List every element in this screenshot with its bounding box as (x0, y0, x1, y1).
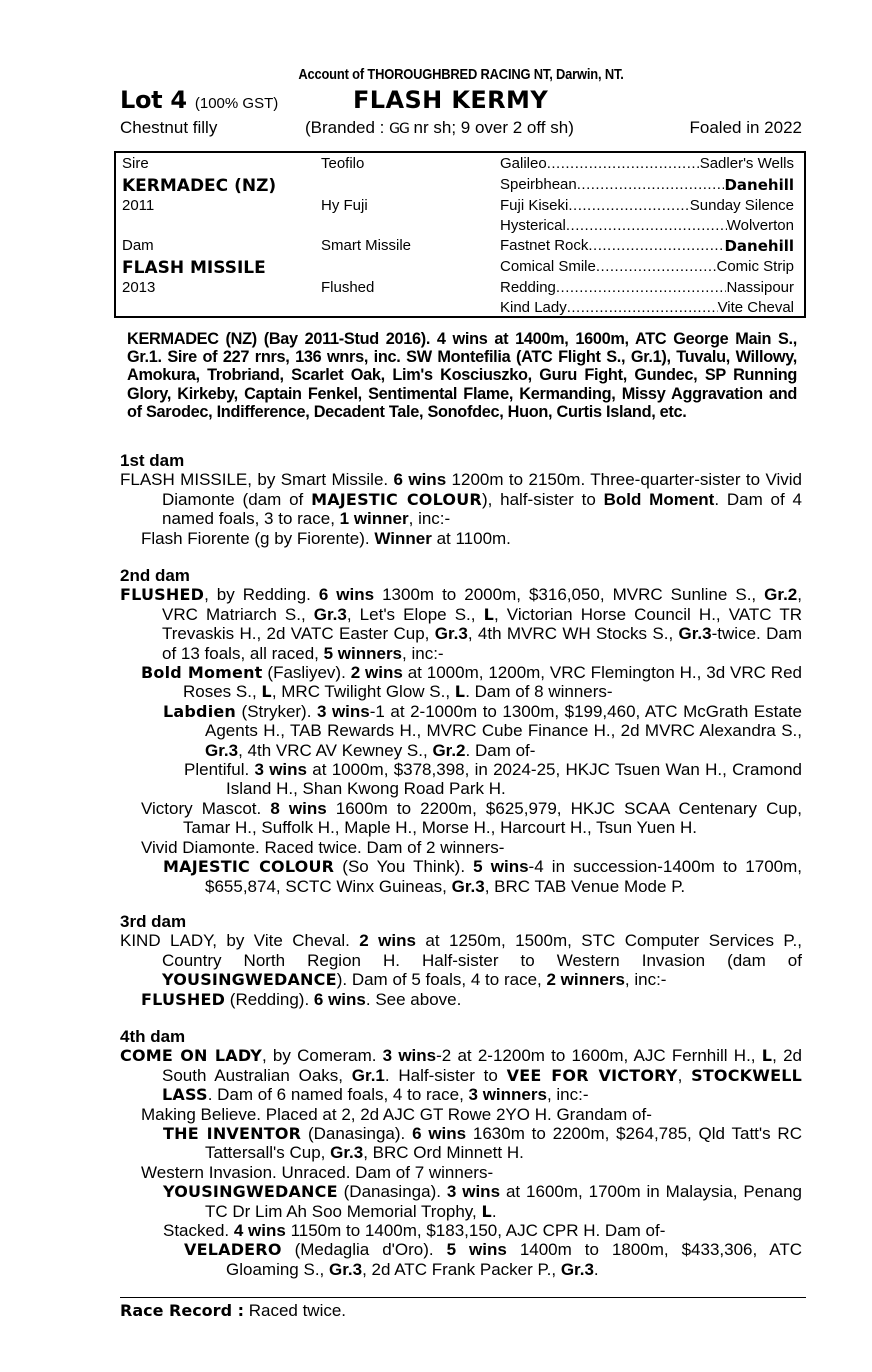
horse-name-emphasis: L (761, 1046, 773, 1066)
text-run: , inc:- (402, 643, 444, 663)
gen3-name: Speirbhean (500, 176, 577, 193)
text-run: 1150m to 1400m, $183,150, AJC CPR H. Dam of- (285, 1221, 666, 1241)
text-run: , 4th MVRC WH Stocks S., (467, 624, 679, 644)
dam-dam: Flushed (321, 279, 375, 296)
pedigree-table (114, 151, 806, 318)
text-run: . Dam of 8 winners- (465, 682, 613, 702)
horse-name-emphasis: MAJESTIC COLOUR (311, 489, 482, 509)
horse-name-emphasis: YOUSINGWEDANCE (162, 970, 337, 990)
progeny-paragraph (120, 702, 802, 760)
text-run: (Fasliyev). (262, 663, 351, 683)
gen3-row (500, 299, 794, 316)
text-run: 1400m to 1800m, $433,306, ATC Gloaming S., (226, 1240, 802, 1279)
progeny-paragraph (120, 529, 802, 548)
text-run: (Medaglia d'Oro). (281, 1240, 447, 1260)
brand-prefix: (Branded : (305, 118, 390, 137)
horse-name-emphasis: Labdien (163, 701, 237, 721)
sire-year: 2011 (122, 197, 155, 214)
emphasis: Gr.2 (764, 585, 798, 605)
horse-name-emphasis: L (454, 682, 466, 702)
brand-mark-icon: GG (389, 121, 409, 137)
foaled-year: Foaled in 2022 (689, 118, 802, 137)
brand-suffix: nr sh; 9 over 2 off sh) (408, 118, 574, 137)
emphasis: Gr.3 (330, 1143, 364, 1163)
text-run: , by Comeram. (262, 1046, 383, 1066)
text-run: Flash Fiorente (g by Fiorente). (141, 528, 375, 548)
sire-dam: Hy Fuji (321, 197, 368, 214)
leader-dots (596, 258, 717, 275)
gen3-row (500, 176, 794, 194)
gen3-sire: Sunday Silence (689, 197, 794, 214)
text-run: . Dam of 6 named foals, 4 to race, (207, 1085, 469, 1105)
emphasis: Gr.3 (313, 604, 347, 624)
text-run: , inc:- (624, 970, 667, 990)
dam-paragraph (120, 470, 802, 528)
emphasis: Gr.3 (451, 876, 485, 896)
emphasis: 3 wins (316, 701, 370, 721)
text-run: ). Dam of 5 foals, 4 to race, (336, 970, 547, 990)
text-run: (Stryker). (236, 701, 317, 721)
leader-dots (577, 176, 725, 194)
text-run: -2 at 2-1200m to 1600m, AJC Fernhill H., (436, 1046, 762, 1066)
text-run: Making Believe. Placed at 2, 2d AJC GT Rowe 2YO H. Grandam of- (141, 1104, 652, 1124)
text-run: Vivid Diamonte. Raced twice. Dam of 2 winners- (141, 837, 505, 857)
emphasis: 3 winners (468, 1085, 547, 1105)
leader-dots (588, 237, 724, 255)
horse-name-emphasis: YOUSINGWEDANCE (163, 1182, 338, 1202)
emphasis: 6 wins (313, 989, 366, 1009)
gen3-sire: Vite Cheval (717, 299, 794, 316)
horse-name-emphasis: FLUSHED (141, 989, 226, 1009)
emphasis: Gr.3 (434, 624, 468, 644)
brand-info (305, 118, 574, 138)
text-run: 1600m to 2200m, $625,979, HKJC SCAA Centenary Cup, Tamar H., Suffolk H., Maple H., Morse H., Harcourt H., Tsun Yuen H. (183, 798, 802, 838)
text-run: , by Redding. (204, 585, 319, 605)
gen3-row (500, 237, 794, 255)
gen3-name: Galileo (500, 155, 547, 172)
horse-description (120, 118, 802, 140)
gen3-name: Hysterical (500, 217, 566, 234)
emphasis: Gr.1 (351, 1065, 385, 1085)
text-run: (So You Think). (334, 857, 474, 877)
leader-dots (556, 279, 727, 296)
text-run: at 1000m, 1200m, VRC Flemington H., 3d VRC Red Roses S., (183, 663, 802, 702)
horse-name-emphasis: MAJESTIC COLOUR (163, 857, 335, 877)
horse-name-emphasis: FLUSHED (120, 585, 205, 605)
horse-name-emphasis: COME ON LADY (120, 1046, 262, 1066)
emphasis: 2 winners (546, 970, 625, 990)
horse-name-emphasis: STOCKWELL LASS (162, 1065, 803, 1105)
text-run: at 1250m, 1500m, STC Computer Services P., Country North Region H. Half-sister to Western Invasion (dam of (162, 931, 802, 970)
emphasis: Gr.3 (678, 624, 712, 644)
emphasis: 6 wins (318, 585, 375, 605)
race-record-label: Race Record : (120, 1301, 244, 1320)
sire-summary: KERMADEC (NZ) (Bay 2011-Stud 2016). 4 wins at 1400m, 1600m, ATC George Main S., Gr.1. Sire of 227 rnrs, 136 wnrs, inc. SW Montefilia (ATC Flight S., Gr.1), Tuvalu, Willowy, Amokura, Trobriand, Scarlet Oak, Lim's Kosciuszko, Guru Fight, Gundec, SP Running Glory, Kirkeby, Captain Fenkel, Sentimental Flame, Kermanding, Missy Aggravation and of Sarodec, Indifference, Decadent Tale, Sonofdec, Huon, Curtis Island, etc. (127, 330, 797, 421)
text-run: ), half-sister to (481, 489, 604, 509)
horse-name-emphasis: THE INVENTOR (163, 1124, 302, 1144)
text-run: . See above. (365, 989, 462, 1009)
fourth-dam-section (120, 1027, 802, 1279)
gen3-sire: Wolverton (726, 217, 794, 234)
progeny-paragraph (120, 1124, 802, 1163)
gen3-row (500, 217, 794, 234)
emphasis: 2 wins (350, 663, 403, 683)
text-run: , BRC Ord Minnett H. (363, 1143, 524, 1163)
progeny-paragraph (120, 1221, 802, 1240)
progeny-paragraph (120, 1163, 802, 1182)
text-run: 1200m to 2150m. Three-quarter-sister to Vivid Diamonte (dam of (162, 470, 802, 509)
text-run: Stacked. (163, 1221, 234, 1241)
text-run: 1300m to 2000m, $316,050, MVRC Sunline S., (374, 585, 765, 605)
progeny-paragraph (120, 1105, 802, 1124)
sire-label: Sire (122, 155, 149, 172)
text-run: . (491, 1201, 497, 1221)
progeny-paragraph (120, 663, 802, 702)
text-run: Plentiful. (184, 760, 255, 780)
leader-dots (568, 197, 689, 214)
vendor-account: Account of THOROUGHBRED RACING NT, Darwin, NT. (298, 66, 624, 83)
horse-name-emphasis: VELADERO (184, 1240, 282, 1260)
text-run: Victory Mascot. (141, 798, 271, 818)
progeny-paragraph (120, 838, 802, 857)
text-run: , Let's Elope S., (346, 604, 484, 624)
progeny-paragraph (120, 990, 802, 1009)
progeny-paragraph (120, 760, 802, 799)
gen3-name: Kind Lady (500, 299, 567, 316)
emphasis: 5 wins (473, 857, 529, 877)
gen3-sire: Danehill (724, 176, 794, 194)
text-run: . Dam of- (465, 740, 536, 760)
text-run: , inc:- (546, 1085, 589, 1105)
text-run: , 2d ATC Frank Packer P., (362, 1259, 561, 1279)
text-run: at 1100m. (431, 528, 511, 548)
dam-sire: Smart Missile (321, 237, 412, 254)
text-run: (Danasinga). (337, 1182, 447, 1202)
text-run: 1630m to 2200m, $264,785, Qld Tatt's RC Tattersall's Cup, (205, 1124, 802, 1163)
dam-name: FLASH MISSILE (122, 258, 266, 278)
emphasis: Gr.2 (432, 740, 466, 760)
horse-name-emphasis: L (483, 604, 494, 624)
text-run: , inc:- (408, 509, 451, 529)
emphasis: 3 wins (382, 1046, 437, 1066)
gen3-name: Fastnet Rock (500, 237, 589, 254)
progeny-paragraph (120, 1240, 802, 1279)
lot-number (120, 86, 278, 114)
section-title: 4th dam (120, 1027, 186, 1046)
emphasis: 5 wins (446, 1240, 507, 1260)
dam-paragraph (120, 1046, 802, 1104)
progeny-paragraph (120, 799, 802, 838)
dam-year: 2013 (122, 279, 156, 296)
sire-name: KERMADEC (NZ) (122, 176, 277, 196)
text-run: . Dam of 4 named foals, 3 to race, (162, 489, 802, 529)
gen3-row (500, 155, 794, 172)
leader-dots (567, 299, 718, 316)
horse-name-emphasis: Bold Moment (141, 663, 263, 683)
text-run: -twice. Dam of 13 foals, all raced, (162, 624, 802, 663)
leader-dots (566, 217, 727, 234)
emphasis: Gr.3 (560, 1259, 594, 1279)
gen3-row (500, 258, 794, 275)
emphasis: 2 wins (359, 931, 416, 951)
emphasis: Winner (374, 528, 432, 548)
gst-note: (100% GST) (194, 95, 279, 112)
text-run: , (677, 1065, 692, 1085)
first-dam-section (120, 451, 802, 548)
race-record (120, 1297, 806, 1321)
gen3-row (500, 279, 794, 296)
lot-header (120, 86, 802, 116)
emphasis: Gr.3 (329, 1259, 363, 1279)
text-run: (Danasinga). (301, 1124, 413, 1144)
third-dam-section (120, 912, 802, 1009)
gen3-sire: Nassipour (726, 279, 794, 296)
text-run: , BRC TAB Venue Mode P. (484, 876, 686, 896)
dam-label: Dam (122, 237, 154, 254)
horse-name-emphasis: L (261, 682, 272, 702)
section-title: 2nd dam (120, 566, 190, 585)
gen3-sire: Comic Strip (716, 258, 794, 275)
text-run: (Redding). (225, 989, 314, 1009)
gen3-name: Fuji Kiseki (500, 197, 569, 214)
second-dam-section (120, 566, 802, 896)
emphasis: 5 winners (323, 643, 403, 663)
emphasis: 4 wins (233, 1221, 286, 1241)
emphasis: 1 winner (339, 509, 409, 529)
leader-dots (547, 155, 700, 172)
dam-paragraph (120, 931, 802, 989)
race-record-value: Raced twice. (243, 1301, 347, 1320)
progeny-paragraph (120, 1182, 802, 1221)
horse-name-emphasis: L (481, 1201, 492, 1221)
text-run: at 1000m, $378,398, in 2024-25, HKJC Tsuen Wan H., Cramond Island H., Shan Kwong Road Park H. (226, 760, 802, 799)
text-run: -4 in succession-1400m to 1700m, $655,874, SCTC Winx Guineas, (205, 857, 803, 896)
text-run: , MRC Twilight Glow S., (271, 682, 455, 702)
progeny-paragraph (120, 857, 802, 896)
emphasis: 6 wins (393, 470, 447, 490)
text-run: KIND LADY, by Vite Cheval. (120, 931, 360, 951)
colour-sex: Chestnut filly (120, 118, 218, 137)
emphasis: 3 wins (254, 760, 307, 780)
text-run: . Half-sister to (384, 1065, 507, 1085)
emphasis: 6 wins (412, 1124, 467, 1144)
horse-name: FLASH KERMY (353, 86, 549, 114)
dam-paragraph (120, 585, 802, 663)
emphasis: 8 wins (270, 798, 327, 818)
text-run: . (593, 1259, 599, 1279)
gen3-sire: Sadler's Wells (699, 155, 794, 172)
text-run: , VRC Matriarch S., (162, 585, 802, 624)
text-run: FLASH MISSILE, by Smart Missile. (120, 470, 394, 490)
lot-label: Lot 4 (120, 86, 187, 114)
emphasis: Gr.3 (205, 740, 239, 760)
text-run: , Victorian Horse Council H., VATC TR Trevaskis H., 2d VATC Easter Cup, (162, 604, 802, 644)
gen3-name: Comical Smile (500, 258, 596, 275)
text-run: -1 at 2-1000m to 1300m, $199,460, ATC McGrath Estate Agents H., TAB Rewards H., MVRC Cube Finance H., 2d MVRC Alexandra S., (205, 701, 802, 741)
horse-name-emphasis: VEE FOR VICTORY (506, 1065, 678, 1085)
gen3-sire: Danehill (724, 237, 794, 255)
emphasis: Bold Moment (603, 489, 715, 509)
text-run: at 1600m, 1700m in Malaysia, Penang TC Dr Lim Ah Soo Memorial Trophy, (205, 1182, 802, 1221)
text-run: Western Invasion. Unraced. Dam of 7 winners- (141, 1162, 494, 1182)
text-run: , 2d South Australian Oaks, (162, 1046, 803, 1085)
sire-sire: Teofilo (321, 155, 365, 172)
section-title: 1st dam (120, 451, 185, 470)
gen3-name: Redding (500, 279, 556, 296)
gen3-row (500, 197, 794, 214)
text-run: , 4th VRC AV Kewney S., (238, 740, 433, 760)
emphasis: 3 wins (446, 1182, 501, 1202)
section-title: 3rd dam (120, 912, 187, 931)
